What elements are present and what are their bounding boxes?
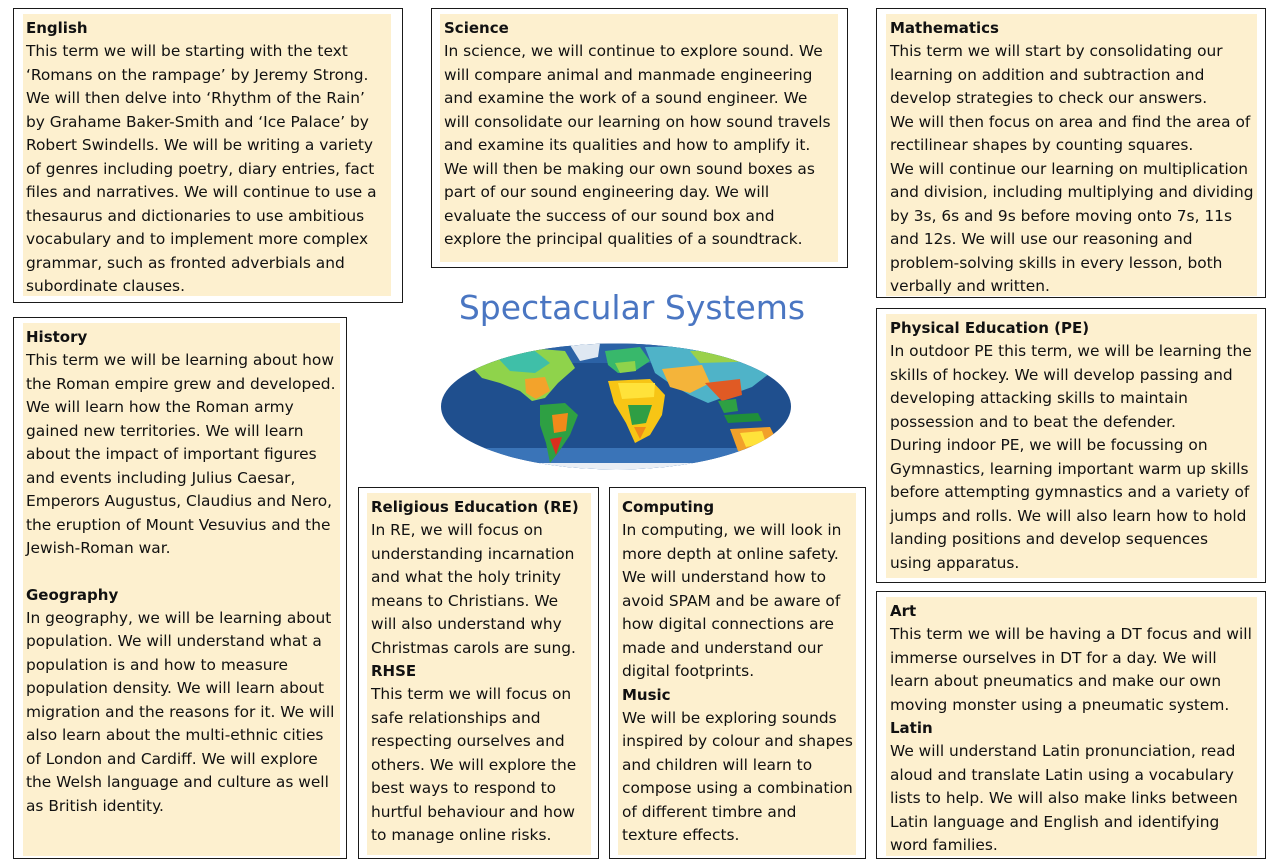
history-text: This term we will be learning about how the Roman empire grew and developed. We will learn how the Roman army gained new territories. We will learn about the impact of important figures and events including Julius Caesar, Emperors Augustus, Claudius and Nero, the eruption of Mount Vesuvius and the Jewish-Roman war. (26, 351, 336, 557)
science-text: In science, we will continue to explore sound. We will compare animal and manmade engineering and examine the work of a sound engineer. We will consolidate our learning on how sound travels and examine its qualities and how to amplify it. We will then be making our own sound boxes as part of our sound engineering day. We will evaluate the success of our sound box and explore the principal qualities of a soundtrack. (444, 42, 831, 248)
english-text: This term we will be starting with the text ‘Romans on the rampage’ by Jeremy Strong. We will then delve into ‘Rhythm of the Rain’ by Grahame Baker-Smith and ‘Ice Palace’ by Robert Swindells. We will be writing a variety of genres including poetry, diary entries, fact files and narratives. We will continue to use a thesaurus and dictionaries to use ambitious vocabulary and to implement more complex grammar, such as fronted adverbials and subordinate clauses. (26, 42, 377, 295)
section-spacer (26, 561, 337, 584)
pe-heading: Physical Education (PE) (890, 319, 1090, 337)
history-geography-box (13, 317, 347, 859)
latin-heading: Latin (890, 719, 933, 737)
mathematics-heading: Mathematics (890, 19, 999, 37)
computing-text: In computing, we will look in more depth at online safety. We will understand how to avoid SPAM and be aware of how digital connections are made and understand our digital footprints. (622, 521, 842, 680)
science-heading: Science (444, 19, 509, 37)
world-map-image (440, 343, 792, 470)
geography-heading: Geography (26, 585, 119, 604)
latin-text: We will understand Latin pronunciation, read aloud and translate Latin using a vocabulary lists to help. We will also make links between Latin language and English and identifying word families. (890, 742, 1238, 854)
mathematics-text-2: We will then focus on area and find the area of rectilinear shapes by counting squares. (890, 112, 1251, 154)
re-heading: Religious Education (RE) (371, 498, 579, 516)
computing-music-panel (618, 493, 856, 855)
science-box (431, 8, 848, 268)
science-panel (440, 14, 838, 262)
re-text: In RE, we will focus on understanding incarnation and what the holy trinity means to Christians. We will also understand why Christmas carols are sung. (371, 521, 576, 657)
geography-text: In geography, we will be learning about population. We will understand what a population is and how to measure population density. We will learn about migration and the reasons for it. We will also learn about the multi-ethnic cities of London and Cardiff. We will explore the Welsh language and culture as well as British identity. (26, 608, 335, 815)
pe-text-2: During indoor PE, we will be focussing on Gymnastics, learning important warm up skills before attempting gymnastics and a variety of jumps and rolls. We will also learn how to hold landing positions and develop sequences using apparatus. (890, 436, 1250, 572)
art-text: This term we will be having a DT focus and will immerse ourselves in DT for a day. We will learn about pneumatics and make our own moving monster using a pneumatic system. (890, 625, 1252, 714)
history-heading: History (26, 328, 88, 346)
re-rhse-box (358, 487, 599, 859)
mathematics-text-1: This term we will start by consolidating our learning on addition and subtraction and develop strategies to check our answers. (890, 42, 1223, 107)
computing-music-box (609, 487, 866, 859)
art-heading: Art (890, 602, 917, 620)
art-latin-box (876, 591, 1266, 859)
pe-box (876, 308, 1266, 583)
art-latin-panel (886, 597, 1257, 856)
english-heading: English (26, 19, 88, 37)
mathematics-box (876, 8, 1266, 298)
rhse-heading: RHSE (371, 662, 417, 680)
rhse-text: This term we will focus on safe relationships and respecting ourselves and others. We will explore the best ways to respond to hurtful behaviour and how to manage online risks. (371, 685, 577, 844)
pe-panel (886, 314, 1257, 578)
mathematics-text-3: We will continue our learning on multiplication and division, including multiplying and dividing by 3s, 6s and 9s before moving onto 7s, 11s and 12s. We will use our reasoning and problem-solving skills in every lesson, both verbally and written. (890, 159, 1254, 295)
english-panel (23, 14, 391, 296)
history-geography-panel (23, 323, 340, 856)
computing-heading: Computing (622, 498, 715, 516)
re-rhse-panel (367, 493, 591, 855)
music-text: We will be exploring sounds inspired by colour and shapes and children will learn to compose using a combination of different timbre and texture effects. (622, 708, 853, 844)
mathematics-panel (886, 14, 1257, 296)
music-heading: Music (622, 685, 671, 704)
page-title: Spectacular Systems (458, 288, 806, 327)
pe-text-1: In outdoor PE this term, we will be learning the skills of hockey. We will develop passing and developing attacking skills to maintain possession and to beat the defender. (890, 342, 1252, 431)
english-box (13, 8, 403, 303)
